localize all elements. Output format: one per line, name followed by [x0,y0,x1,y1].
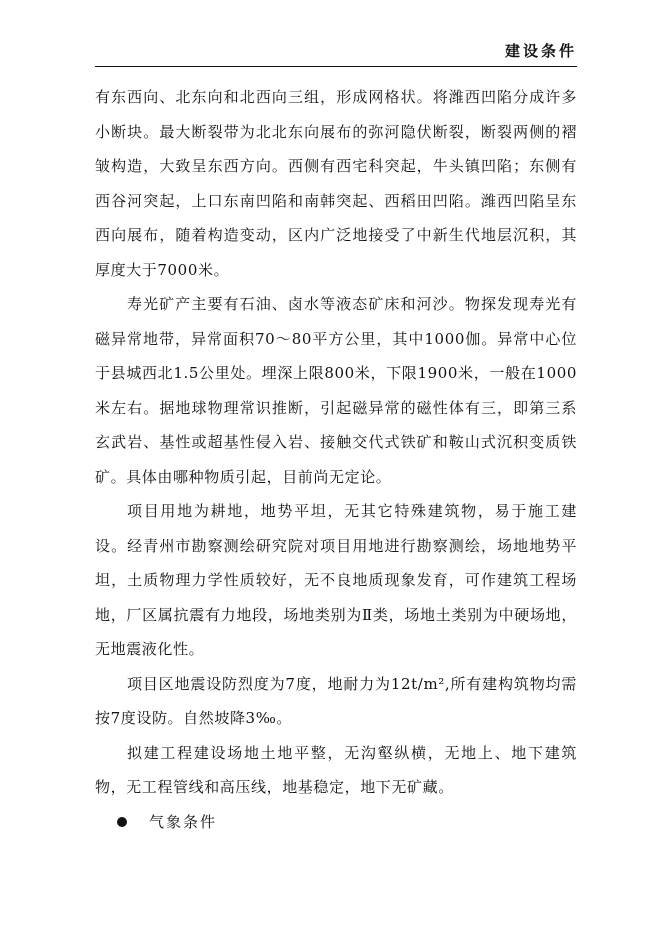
header-title: 建设条件 [504,42,577,60]
paragraph-geology-continued: 有东西向、北东向和北西向三组，形成网格状。将潍西凹陷分成许多小断块。最大断裂带为北北东向展布的弥河隐伏断裂，断裂两侧的褶皱构造，大致呈东西方向。西侧有西宅科突起，牛头镇凹陷；东侧有西谷河突起，上口东南凹陷和南韩突起、西稻田凹陷。潍西凹陷呈东西向展布，随着构造变动，区内广泛地接受了中新生代地层沉积，其厚度大于7000米。 [95,88,577,279]
bullet-dot-icon [117,817,127,827]
bullet-item-weather [95,805,577,840]
page-header [95,38,577,64]
document-body [95,80,577,839]
paragraph-seismic-design: 项目区地震设防烈度为7度，地耐力为12t/m²,所有建构筑物均需按7度设防。自然坡降3‰。 [95,674,577,727]
bullet-label: 气象条件 [149,812,218,831]
paragraph-site-condition: 拟建工程建设场地土地平整，无沟壑纵横，无地上、地下建筑物，无工程管线和高压线，地基稳定，地下无矿藏。 [95,743,577,796]
header-divider [95,66,577,67]
paragraph-mineral-resources: 寿光矿产主要有石油、卤水等液态矿床和河沙。物探发现寿光有磁异常地带，异常面积70～80平方公里，其中1000伽。异常中心位于县城西北1.5公里处。埋深上限800米，下限1900米，一般在1000米左右。据地球物理常识推断，引起磁异常的磁性体有三，即第三系玄武岩、基性或超基性侵入岩、接触交代式铁矿和鞍山式沉积变质铁矿。具体由哪种物质引起，目前尚无定论。 [95,295,577,486]
paragraph-site-survey: 项目用地为耕地，地势平坦，无其它特殊建筑物，易于施工建设。经青州市勘察测绘研究院对项目用地进行勘察测绘，场地地势平坦，土质物理力学性质较好，无不良地质现象发育，可作建筑工程场地，厂区属抗震有力地段，场地类别为Ⅱ类，场地土类别为中硬场地，无地震液化性。 [95,502,577,658]
